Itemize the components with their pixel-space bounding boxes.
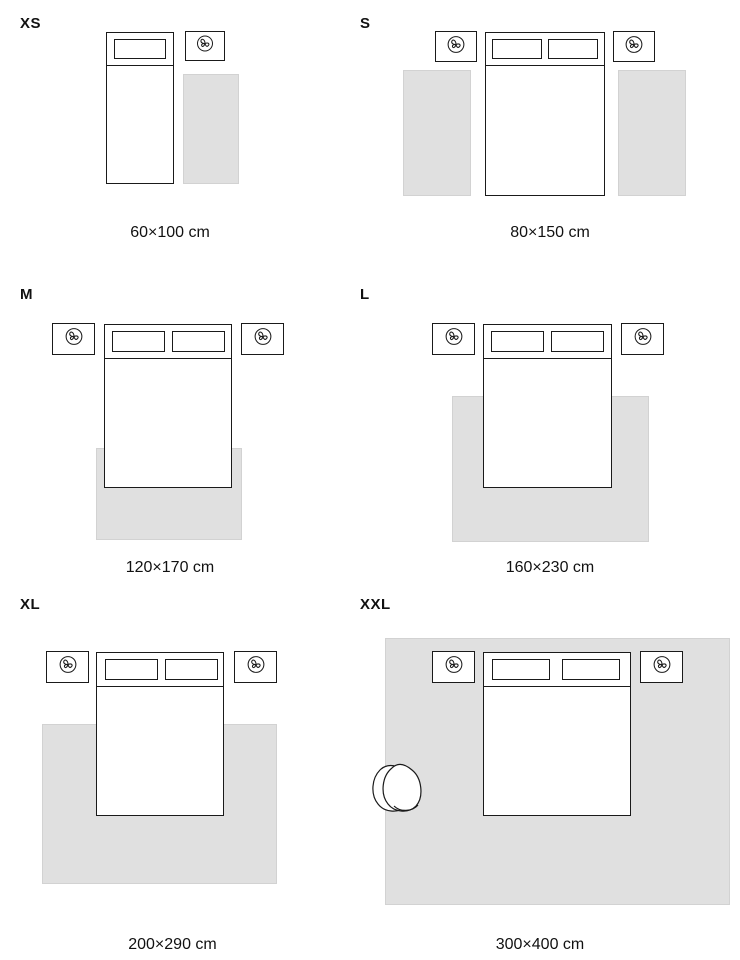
diagram-xxl [340,622,740,894]
bed-mattress [485,65,605,196]
armchair-icon [362,750,446,830]
diagram-m [0,300,370,512]
bed-mattress [104,358,232,488]
rug-shape-left [403,70,471,196]
bed-mattress [96,686,224,816]
diagram-l [340,300,740,512]
size-card-l [340,270,740,576]
nightstand-right [613,31,655,62]
lamp-icon [651,654,672,680]
size-dimensions-label: 60×100 cm [130,224,210,241]
nightstand-right [241,323,284,355]
size-dimensions-label: 160×230 cm [505,559,595,576]
rug-shape-right [618,70,686,196]
lamp-icon [252,326,273,352]
pillow [114,39,166,59]
pillow-left [491,331,544,352]
size-card-m [0,270,370,576]
nightstand-right [185,31,225,61]
bed-mattress [106,65,174,184]
size-code-label: S [360,15,371,32]
size-code-label: XXL [360,596,391,613]
size-code-label: L [360,286,370,303]
nightstand-right [234,651,277,683]
size-code-label: XS [20,15,42,32]
lamp-icon [443,654,464,680]
nightstand-left [52,323,95,355]
size-code-label: XL [20,596,41,613]
size-card-xs [0,0,370,268]
pillow-left [105,659,158,680]
nightstand-left [432,651,475,683]
nightstand-right [621,323,664,355]
bed-mattress [483,358,612,488]
lamp-icon [443,326,464,352]
rug-shape [183,74,239,184]
size-dimensions-label: 300×400 cm [495,936,585,953]
lamp-icon [624,34,645,60]
nightstand-left [46,651,89,683]
size-dimensions-label: 80×150 cm [510,224,590,241]
nightstand-left [435,31,477,62]
pillow-right [172,331,225,352]
size-card-s [340,0,740,268]
lamp-icon [632,326,653,352]
size-dimensions-label: 200×290 cm [128,936,217,953]
size-card-xxl [340,582,740,960]
nightstand-left [432,323,475,355]
lamp-icon [245,654,266,680]
nightstand-right [640,651,683,683]
size-dimensions-label: 120×170 cm [125,559,215,576]
pillow-left [492,659,550,680]
lamp-icon [195,34,215,59]
diagram-xs [0,26,370,198]
pillow-left [112,331,165,352]
lamp-icon [446,34,467,60]
size-code-label: M [20,286,33,303]
pillow-left [492,39,542,59]
pillow-right [562,659,620,680]
diagram-xl [0,622,370,894]
lamp-icon [57,654,78,680]
bed-mattress [483,686,631,816]
pillow-right [165,659,218,680]
diagram-s [340,26,740,198]
lamp-icon [63,326,84,352]
size-card-xl [0,582,370,960]
pillow-right [551,331,604,352]
pillow-right [548,39,598,59]
